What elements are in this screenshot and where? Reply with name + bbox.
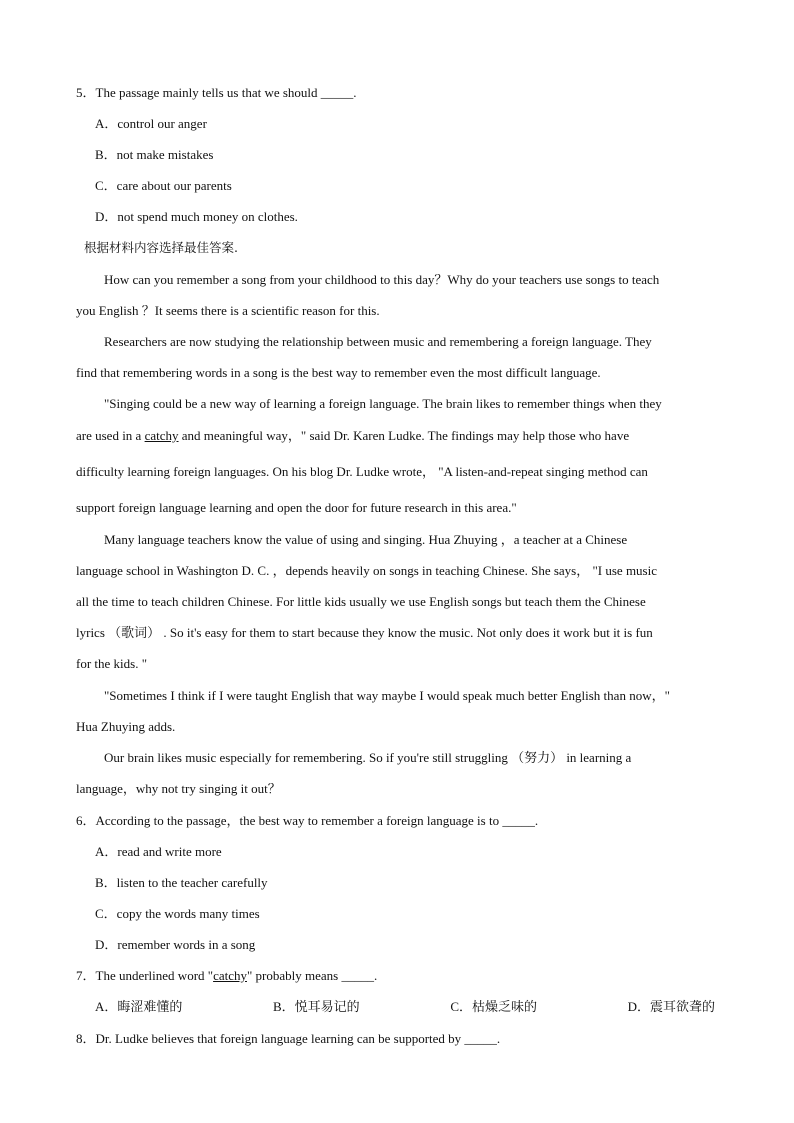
question-5-stem: 5．The passage mainly tells us that we should _____. xyxy=(76,85,357,100)
underlined-word-catchy: catchy xyxy=(144,428,179,443)
question-5-option-d: D．not spend much money on clothes. xyxy=(95,209,298,224)
question-6-option-b: B．listen to the teacher carefully xyxy=(95,875,268,890)
question-6-option-c: C．copy the words many times xyxy=(95,906,260,921)
question-7-option-b: B．悦耳易记的 xyxy=(273,999,360,1014)
question-5-option-a: A．control our anger xyxy=(95,116,207,131)
question-8-stem: 8．Dr. Ludke believes that foreign language learning can be supported by _____. xyxy=(76,1031,501,1046)
passage-line: How can you remember a song from your childhood to this day？Why do your teachers use songs to teach xyxy=(104,272,660,287)
passage-line: for the kids. " xyxy=(76,656,148,671)
question-6-option-a: A．read and write more xyxy=(95,844,222,859)
question-7-option-c: C．枯燥乏味的 xyxy=(450,999,537,1014)
passage-line: "Sometimes I think if I were taught English that way maybe I would speak much better English than now，" xyxy=(104,688,670,703)
passage-line: Hua Zhuying adds. xyxy=(76,719,176,734)
passage-line: Our brain likes music especially for remembering. So if you're still struggling （努力） in learning a xyxy=(104,750,632,765)
passage-line: lyrics （歌词） . So it's easy for them to start because they know the music. Not only does it work but it is fun xyxy=(76,625,653,640)
section-instruction: 根据材料内容选择最佳答案. xyxy=(84,240,238,255)
passage-text: and meaningful way，" said Dr. Karen Ludke. The findings may help those who have xyxy=(178,428,630,443)
question-6-option-d: D．remember words in a song xyxy=(95,937,256,952)
passage-line: support foreign language learning and open the door for future research in this area." xyxy=(76,500,517,515)
passage-line xyxy=(76,428,629,444)
passage-line: "Singing could be a new way of learning a foreign language. The brain likes to remember things when they xyxy=(104,396,662,411)
passage-line: Researchers are now studying the relationship between music and remembering a foreign language. They xyxy=(104,334,652,349)
passage-text: are used in a xyxy=(76,428,145,443)
question-7-option-d: D．震耳欲聋的 xyxy=(627,999,715,1014)
question-7-options xyxy=(95,999,715,1015)
question-5-option-c: C．care about our parents xyxy=(95,178,232,193)
question-text: " probably means _____. xyxy=(247,968,378,983)
passage-line: Many language teachers know the value of using and singing. Hua Zhuying ，a teacher at a Chinese xyxy=(104,532,628,547)
passage-line: find that remembering words in a song is the best way to remember even the most difficult language. xyxy=(76,365,601,380)
question-6-stem: 6．According to the passage，the best way to remember a foreign language is to _____. xyxy=(76,813,539,828)
passage-line: you English ？It seems there is a scientific reason for this. xyxy=(76,303,380,318)
passage-line: language，why not try singing it out？ xyxy=(76,781,281,796)
passage-line: all the time to teach children Chinese. For little kids usually we use English songs but teach them the Chinese xyxy=(76,594,646,609)
passage-line: language school in Washington D. C. ，depends heavily on songs in teaching Chinese. She says， "I use music xyxy=(76,563,657,578)
passage-line: difficulty learning foreign languages. On his blog Dr. Ludke wrote， "A listen-and-repeat singing method can xyxy=(76,464,648,479)
question-5-option-b: B．not make mistakes xyxy=(95,147,214,162)
question-7-option-a: A．晦涩难懂的 xyxy=(95,999,183,1014)
underlined-word-catchy: catchy xyxy=(213,968,247,983)
question-7-stem xyxy=(76,968,377,984)
question-text: 7．The underlined word " xyxy=(76,968,214,983)
